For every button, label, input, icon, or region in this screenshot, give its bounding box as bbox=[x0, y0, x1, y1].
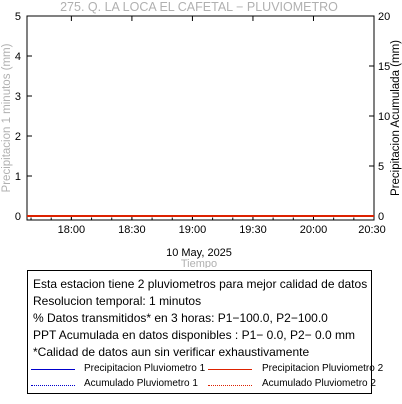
y-left-tick-label: 1 bbox=[14, 171, 21, 183]
info-line-accumulated: PPT Acumulada en datos disponibles : P1− 0.0, P2− 0.0 mm bbox=[33, 328, 355, 342]
info-line-resolution: Resolucion temporal: 1 minutos bbox=[33, 294, 202, 308]
x-tick-label: 19:30 bbox=[239, 224, 267, 236]
y-left-tick-label: 0 bbox=[14, 211, 21, 223]
y-left-tick-label: 2 bbox=[14, 131, 21, 143]
chart-title: 275. Q. LA LOCA EL CAFETAL − PLUVIOMETRO bbox=[60, 0, 338, 14]
y-axis-left-label: Precipitacion 1 minutos (mm) bbox=[1, 43, 13, 193]
x-tick-label: 20:00 bbox=[299, 224, 328, 236]
legend-label-precip-2: Precipitacion Pluviometro 2 bbox=[262, 363, 384, 374]
date-label: 10 May, 2025 bbox=[166, 247, 232, 259]
legend-swatch-precip-1 bbox=[31, 369, 75, 370]
y-left-tick-label: 3 bbox=[14, 91, 21, 103]
x-axis-label: Tiempo bbox=[180, 258, 218, 268]
y-left-tick-label: 5 bbox=[14, 11, 21, 23]
y-right-tick-label: 5 bbox=[378, 161, 385, 173]
legend-label-precip-1: Precipitacion Pluviometro 1 bbox=[84, 363, 206, 374]
y-right-tick-label: 15 bbox=[378, 61, 391, 73]
x-tick-label: 19:00 bbox=[178, 224, 207, 236]
y-right-tick-label: 20 bbox=[378, 11, 391, 23]
info-box bbox=[27, 270, 384, 394]
legend-swatch-accum-2 bbox=[208, 385, 252, 386]
info-line-stations: Esta estacion tiene 2 pluviometros para mejor calidad de datos bbox=[33, 277, 368, 291]
x-tick-label: 18:00 bbox=[57, 224, 86, 236]
y-right-tick-label: 10 bbox=[378, 111, 391, 123]
legend-label-accum-2: Acumulado Pluviometro 2 bbox=[262, 378, 376, 389]
legend-label-accum-1: Acumulado Pluviometro 1 bbox=[84, 378, 198, 389]
x-tick-label: 18:30 bbox=[118, 224, 146, 236]
legend-swatch-accum-1 bbox=[31, 385, 75, 386]
x-tick-label: 20:30 bbox=[358, 224, 386, 236]
info-line-quality-note: *Calidad de datos aun sin verificar exhaustivamente bbox=[33, 345, 310, 359]
y-axis-left bbox=[15, 11, 32, 223]
y-right-tick-label: 0 bbox=[378, 211, 385, 223]
plot-frame bbox=[27, 16, 374, 220]
y-axis-right-label: Precipitacion Acumulada (mm) bbox=[390, 40, 402, 196]
x-axis bbox=[31, 16, 386, 236]
y-left-tick-label: 4 bbox=[14, 51, 21, 63]
legend-swatch-precip-2 bbox=[208, 369, 252, 370]
info-line-transmitted: % Datos transmitidos* en 3 horas: P1−100.0, P2−100.0 bbox=[33, 311, 328, 325]
y-axis-right bbox=[369, 11, 390, 223]
